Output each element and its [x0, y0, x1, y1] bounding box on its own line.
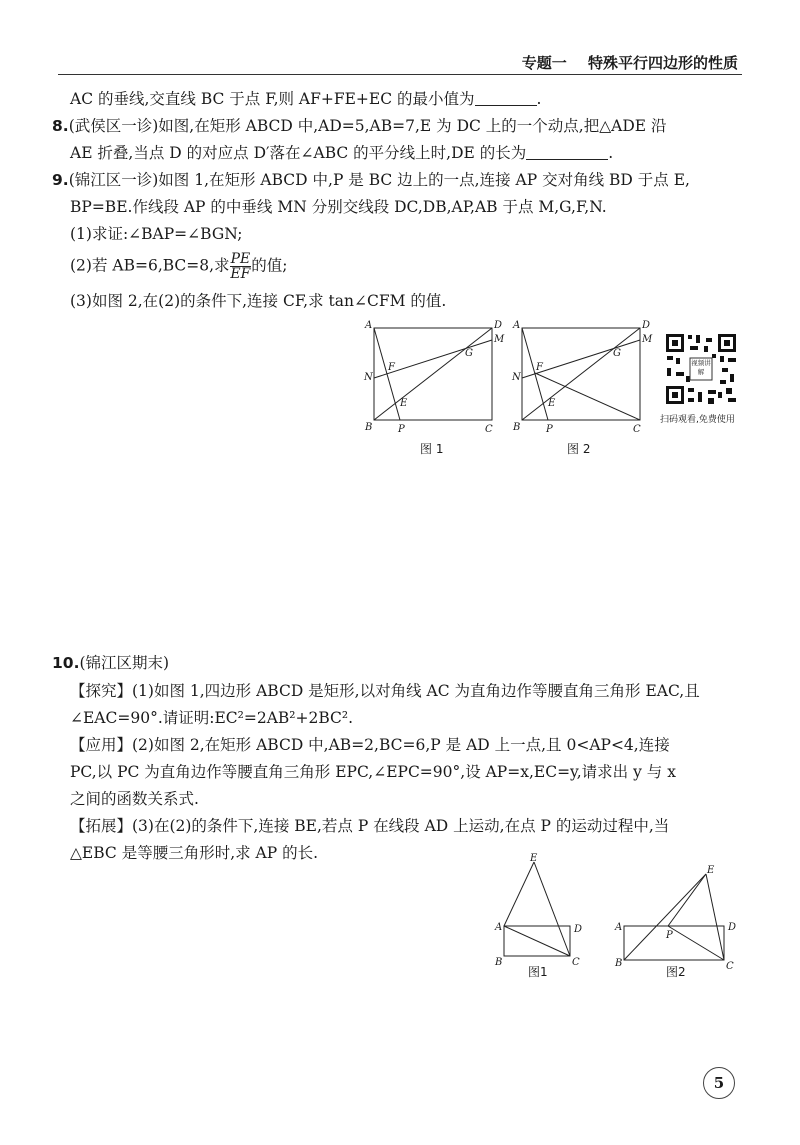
svg-text:C: C	[485, 424, 493, 435]
q10-figure-2-caption: 图2	[666, 965, 686, 979]
q9-figure-2	[508, 318, 653, 436]
question-10-part-3-line-2: △EBC 是等腰三角形时,求 AP 的长.	[70, 844, 319, 862]
question-number: 9.	[52, 171, 69, 189]
q9-figure-1	[360, 318, 505, 436]
q10-figure-1	[490, 852, 590, 970]
svg-text:D: D	[494, 320, 503, 331]
svg-text:M: M	[494, 334, 505, 345]
q10-figure-1-caption: 图1	[528, 965, 548, 979]
svg-text:G: G	[613, 348, 621, 359]
question-10-part-2-line-1: 【应用】(2)如图 2,在矩形 ABCD 中,AB=2,BC=6,P 是 AD 上一点,且 0<AP<4,连接	[70, 736, 670, 754]
page-header	[516, 52, 738, 73]
svg-text:D: D	[728, 922, 737, 933]
svg-text:A: A	[495, 922, 503, 933]
svg-text:C: C	[633, 424, 641, 435]
question-10-part-1-line-2: ∠EAC=90°.请证明:EC²=2AB²+2BC².	[70, 709, 354, 727]
answer-blank	[475, 91, 537, 106]
question-9-part-3: (3)如图 2,在(2)的条件下,连接 CF,求 tan∠CFM 的值.	[70, 292, 447, 310]
question-8-line-2: AE 折叠,当点 D 的对应点 D′落在∠ABC 的平分线上时,DE 的长为 .	[70, 144, 614, 162]
svg-text:C: C	[726, 961, 734, 970]
svg-text:E: E	[548, 398, 556, 409]
svg-text:A: A	[513, 320, 521, 331]
svg-text:B: B	[513, 422, 521, 433]
svg-text:D: D	[574, 924, 583, 935]
svg-text:B: B	[365, 422, 373, 433]
header-rule	[58, 74, 742, 75]
header-tag: 专题一	[521, 54, 567, 72]
question-8-line-1: 8.(武侯区一诊)如图,在矩形 ABCD 中,AD=5,AB=7,E 为 DC 上的一个动点,把△ADE 沿	[52, 117, 667, 135]
svg-text:N: N	[364, 372, 373, 383]
svg-text:G: G	[465, 348, 473, 359]
q10-figure-2	[610, 860, 740, 970]
svg-text:E: E	[707, 865, 715, 876]
q9-figure-2-caption: 图 2	[567, 442, 591, 456]
svg-text:F: F	[388, 362, 395, 373]
question-10-part-3-line-1: 【拓展】(3)在(2)的条件下,连接 BE,若点 P 在线段 AD 上运动,在点 P 的运动过程中,当	[70, 817, 670, 835]
svg-text:P: P	[666, 930, 673, 941]
svg-text:P: P	[546, 424, 553, 435]
answer-blank	[526, 145, 608, 160]
question-10-heading: 10.(锦江区期末)	[52, 654, 170, 672]
question-10-part-1-line-1: 【探究】(1)如图 1,四边形 ABCD 是矩形,以对角线 AC 为直角边作等腰直角三角形 EAC,且	[70, 682, 700, 700]
question-10-part-2-line-3: 之间的函数关系式.	[70, 790, 199, 808]
question-number: 8.	[52, 117, 69, 135]
svg-text:C: C	[572, 957, 580, 968]
question-number: 10.	[52, 654, 80, 672]
svg-text:B: B	[495, 957, 503, 968]
svg-text:N: N	[512, 372, 521, 383]
question-10-part-2-line-2: PC,以 PC 为直角边作等腰直角三角形 EPC,∠EPC=90°,设 AP=x,EC=y,请求出 y 与 x	[70, 763, 676, 781]
question-9-line-1: 9.(锦江区一诊)如图 1,在矩形 ABCD 中,P 是 BC 边上的一点,连接 AP 交对角线 BD 于点 E,	[52, 171, 690, 189]
page-number: 5	[703, 1067, 735, 1099]
question-9-part-2: (2)若 AB=6,BC=8,求 $\frac{PE}{EF}$ 的值;	[70, 251, 288, 282]
fraction-pe-ef: $\frac{PE}{EF}$	[230, 251, 251, 282]
svg-text:A: A	[615, 922, 623, 933]
q7-continuation: AC 的垂线,交直线 BC 于点 F,则 AF+FE+EC 的最小值为 .	[70, 90, 542, 108]
q9-figure-1-caption: 图 1	[420, 442, 444, 456]
svg-text:P: P	[398, 424, 405, 435]
qr-badge: 视频讲解	[691, 359, 711, 376]
question-9-part-1: (1)求证:∠BAP=∠BGN;	[70, 225, 243, 243]
svg-text:B: B	[615, 958, 623, 969]
svg-text:E: E	[530, 853, 538, 864]
svg-text:A: A	[365, 320, 373, 331]
svg-text:F: F	[536, 362, 543, 373]
qr-caption: 扫码观看,免费使用	[660, 415, 735, 425]
svg-text:E: E	[400, 398, 408, 409]
svg-text:M: M	[642, 334, 653, 345]
question-9-line-2: BP=BE.作线段 AP 的中垂线 MN 分别交线段 DC,DB,AP,AB 于点 M,G,F,N.	[70, 198, 607, 216]
header-title: 特殊平行四边形的性质	[587, 54, 738, 72]
svg-text:D: D	[642, 320, 651, 331]
